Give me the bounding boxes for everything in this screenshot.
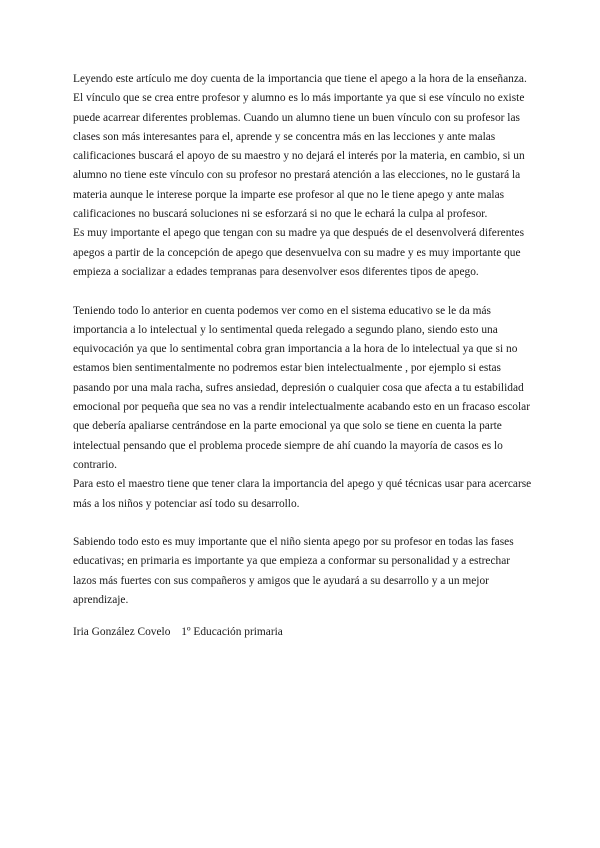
paragraph-spacer [73, 282, 533, 301]
signature-author: Iria González Covelo [73, 626, 171, 639]
document-body [73, 70, 533, 643]
paragraph-spacer [73, 514, 533, 533]
paragraph-intro: Leyendo este artículo me doy cuenta de la importancia que tiene el apego a la hora de la enseñanza. [73, 73, 527, 85]
paragraph-madre: Es muy importante el apego que tengan con su madre ya que después de el desenvolverá diferentes apegos a partir de la concepción de apego que desenvuelva con su madre y es muy importante que empieza a socializar a edades tempranas para desenvolver esos diferentes tipos de apego. [73, 227, 525, 278]
paragraph-maestro: Para esto el maestro tiene que tener clara la importancia del apego y qué técnicas usar para acercarse más a los niños y potenciar así todo su desarrollo. [73, 478, 532, 510]
paragraph-conclusion: Sabiendo todo esto es muy importante que el niño sienta apego por su profesor en todas las fases educativas; en primaria es importante ya que empieza a conformar su personalidad y a estrechar lazos más fuertes con sus compañeros y amigos que le ayudará a su desarrollo y a un mejor aprendizaje. [73, 536, 514, 607]
signature-course: 1º Educación primaria [181, 626, 283, 639]
signature [73, 623, 533, 642]
paragraph-vinculo: El vínculo que se crea entre profesor y alumno es lo más importante ya que si ese vínculo no existe puede acarrear diferentes problemas. Cuando un alumno tiene un buen vínculo con su profesor las clases son más interesantes para el, aprende y se concentra más en las lecciones y ante malas calificaciones buscará el apoyo de su maestro y no dejará el interés por la materia, en cambio, si un alumno no tiene este vínculo con su profesor no prestará atención a las elecciones, no le gustará la materia aunque le interese porque la imparte ese profesor al que no le tiene apego y ante malas calificaciones no buscará soluciones ni se esforzará si no que le echará la culpa al profesor. [73, 92, 525, 221]
paragraph-sistema-educativo: Teniendo todo lo anterior en cuenta podemos ver como en el sistema educativo se le da más importancia a lo intelectual y lo sentimental queda relegado a segundo plano, siendo esto una equivocación ya que lo sentimental cobra gran importancia a la hora de lo intelectual ya que si no estamos bien sentimentalmente no podremos estar bien intelectualmente , por ejemplo si estas pasando por una mala racha, sufres ansiedad, depresión o cualquier cosa que afecta a tu estabilidad emocional por pequeña que sea no vas a rendir intelectualmente acabando esto en un fracaso escolar que debería apaliarse centrándose en la parte emocional ya que solo se tiene en cuenta la parte intelectual pensando que el problema procede siempre de ahí cuando la mayoría de casos es lo contrario. [73, 304, 531, 471]
